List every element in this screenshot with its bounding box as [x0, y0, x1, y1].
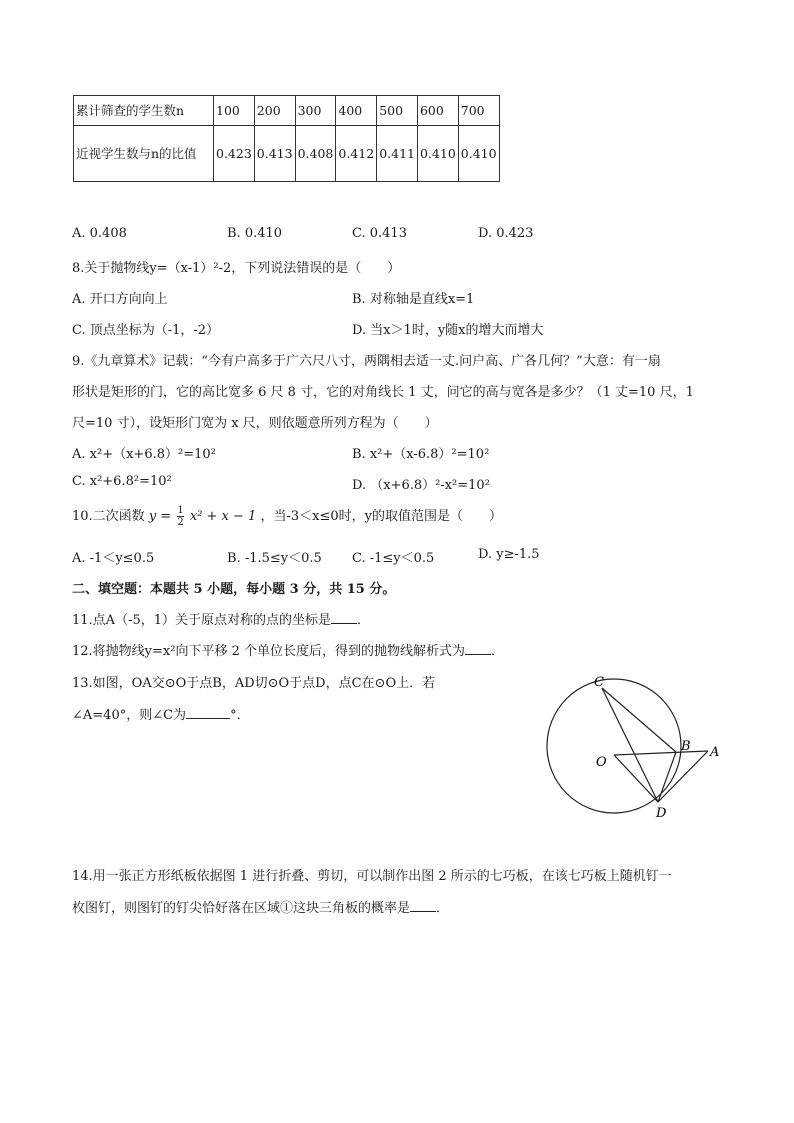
segment-oa: [614, 751, 708, 755]
q11-stem: 11.点A（-5，1）关于原点对称的点的坐标是 ．: [72, 613, 371, 628]
q10-option-d[interactable]: D. y≥-1.5: [478, 547, 540, 562]
q13-unit: °．: [230, 708, 250, 723]
data-table: [73, 95, 500, 182]
segment-cd: [602, 688, 658, 802]
q8-option-a[interactable]: A. 开口方向向上: [72, 292, 168, 307]
q7-option-b[interactable]: B. 0.410: [227, 226, 283, 241]
q14-stem-line1: 14.用一张正方形纸板依据图 1 进行折叠、剪切，可以制作出图 2 所示的七巧板，在该七巧板上随机钉一: [72, 869, 672, 884]
segment-cb: [602, 688, 676, 752]
q7-option-c[interactable]: C. 0.413: [352, 226, 407, 241]
label-o: O: [596, 755, 607, 770]
label-a: A: [710, 745, 720, 760]
q10-func-y: y =: [148, 509, 172, 524]
q7-option-a[interactable]: A. 0.408: [72, 226, 127, 241]
q14-text: 枚图钉，则图钉的钉尖恰好落在区域①这块三角板的概率是: [72, 901, 411, 916]
table-header-cell: 累计筛查的学生数n: [74, 96, 214, 126]
q10-option-b[interactable]: B. -1.5≤y＜0.5: [227, 551, 322, 566]
q9-stem-line3: 尺=10 寸），设矩形门宽为 x 尺，则依题意所列方程为（ ）: [72, 416, 438, 431]
q7-option-d[interactable]: D. 0.423: [478, 226, 534, 241]
q9-stem-line2: 形状是矩形的门，它的高比宽多 6 尺 8 寸，它的对角线长 1 丈，问它的高与宽各是多少？（1 丈=10 尺，1: [72, 385, 694, 400]
table-cell: 0.423: [214, 126, 255, 182]
q8-stem: 8.关于抛物线y=（x-1）²-2，下列说法错误的是（ ）: [72, 261, 401, 276]
table-row: [74, 126, 500, 182]
q9-option-a[interactable]: A. x²+（x+6.8）²=10²: [72, 447, 216, 462]
answer-blank[interactable]: [186, 706, 230, 719]
segment-ad: [658, 751, 708, 802]
segment-od: [614, 755, 658, 802]
q10-option-c[interactable]: C. -1≤y＜0.5: [352, 551, 435, 566]
table-cell: 0.408: [295, 126, 336, 182]
q12-stem: 12.将抛物线y=x²向下平移 2 个单位长度后，得到的抛物线解析式为 ．: [72, 644, 505, 659]
table-cell: 200: [254, 96, 295, 126]
q9-option-d[interactable]: D. （x+6.8）²-x²=10²: [352, 478, 490, 493]
q13-geometry-figure: [540, 670, 730, 820]
table-cell: 300: [295, 96, 336, 126]
table-cell: 0.413: [254, 126, 295, 182]
label-c: C: [594, 675, 604, 690]
q10-func-rest: x² + x − 1: [189, 509, 257, 524]
table-cell: 500: [377, 96, 418, 126]
table-cell: 0.410: [458, 126, 499, 182]
table-cell: 600: [417, 96, 458, 126]
label-d: D: [656, 806, 667, 820]
answer-blank[interactable]: [410, 899, 436, 912]
table-cell: 0.412: [336, 126, 377, 182]
q9-option-b[interactable]: B. x²+（x-6.8）²=10²: [352, 447, 490, 462]
q8-option-d[interactable]: D. 当x＞1时，y随x的增大而增大: [352, 323, 544, 338]
q8-option-b[interactable]: B. 对称轴是直线x=1: [352, 292, 475, 307]
q8-option-c[interactable]: C. 顶点坐标为（-1，-2）: [72, 323, 220, 338]
q14-stem-line2: 枚图钉，则图钉的钉尖恰好落在区域①这块三角板的概率是 ．: [72, 901, 450, 916]
answer-blank[interactable]: [465, 642, 491, 655]
q9-option-c[interactable]: C. x²+6.8²=10²: [72, 474, 172, 489]
q10-option-a[interactable]: A. -1＜y≤0.5: [72, 551, 155, 566]
label-b: B: [681, 739, 691, 754]
q13-stem-line2: [72, 704, 250, 723]
q13-stem-line1: 13.如图，OA交⊙O于点B，AD切⊙O于点D，点C在⊙O上．若: [72, 676, 436, 691]
table-row: [74, 96, 500, 126]
table-cell: 0.410: [417, 126, 458, 182]
q10-fraction: [177, 505, 183, 528]
q10-suffix: ，当-3＜x≤0时，y的取值范围是（ ）: [260, 509, 502, 524]
section-heading: 二、填空题：本题共 5 小题，每小题 3 分，共 15 分。: [72, 582, 396, 597]
q10-stem: [72, 505, 502, 528]
table-cell: 0.411: [377, 126, 418, 182]
table-cell: 400: [336, 96, 377, 126]
q12-text: 12.将抛物线y=x²向下平移 2 个单位长度后，得到的抛物线解析式为: [72, 644, 465, 659]
q10-frac-numerator: 1: [177, 505, 184, 516]
answer-blank[interactable]: [331, 611, 357, 624]
q13-text: ∠A=40°，则∠C为: [72, 708, 187, 723]
q10-prefix: 10.二次函数: [72, 509, 145, 524]
table-cell: 700: [458, 96, 499, 126]
q10-frac-denominator: 2: [177, 517, 184, 528]
q11-text: 11.点A（-5，1）关于原点对称的点的坐标是: [72, 613, 331, 628]
table-cell: 100: [214, 96, 255, 126]
q9-stem-line1: 9.《九章算术》记载：“今有户高多于广六尺八寸，两隅相去适一丈.问户高、广各几何？”大意：有一扇: [72, 354, 661, 369]
table-header-cell: 近视学生数与n的比值: [74, 126, 214, 182]
